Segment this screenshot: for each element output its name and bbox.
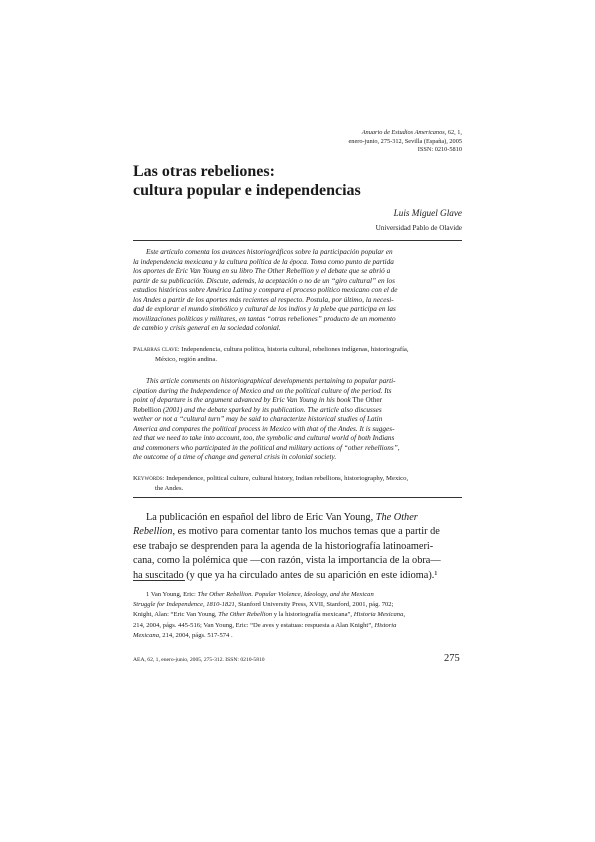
page-number: 275 [444,653,460,664]
keywords-english: Keywords: Independence, political culture, cultural history, Indian rebellions, historiography, Mexico, the Andes. [133,475,409,492]
journal-header [133,129,462,155]
author-name: Luis Miguel Glave [393,208,462,218]
abstract-divider [133,497,462,498]
journal-name: Anuario de Estudios Americanos [361,129,445,136]
header-divider [133,240,462,241]
keywords-label-en: Keywords [133,475,163,482]
journal-issn: ISSN: 0210-5810 [417,146,462,154]
journal-issue: enero-junio, 275-312, Sevilla (España), 2005 [348,137,462,145]
keywords-spanish: Palabras clave: Independencia, cultura política, historia cultural, rebeliones indígenas, historiografía, México, región andina. [133,346,409,363]
body-paragraph: La publicación en español del libro de Eric Van Young, The Other Rebellion, es motivo para comentar tanto los muchos temas que a partir de ese trabajo se desprenden para la agenda de la historiografía latinoameri- cana, como la polémica que —con razón, vista la importancia de la obra— ha suscitado (y que ya ha circulado antes de su aparición en este idioma).¹ [133,512,441,581]
abstract-english: This article comments on historiographical developments pertaining to popular parti- cipation during the Independence of Mexico and on the political culture of the period. Its point of departure is the argument advanced by Eric Van Young in his book The Other Rebellion (2001) and the debate sparked by its publication. The article also discusses wether or not a “cultural turn” may be said to characterize historical studies of Latin America and compares the political process in Mexico with that of the Andes. It is sugges- ted that we need to take into account, too, the symbolic and cultural world of both Indians and commoners who participated in the political and military actions of “other rebellions”, the outcome of a time of change and general crisis in colonial society. [133,377,400,462]
abstract-en-line4-rest: (2001) and the debate sparked by its publication. The article also discusses [161,405,382,414]
journal-volume: , 62, 1, [444,129,462,136]
author-affiliation: Universidad Pablo de Olavide [375,224,462,232]
abstract-spanish: Este artículo comenta los avances historiográficos sobre la participación popular en la independencia mexicana y la cultura política de la época. Toma como punto de partida los aportes de Eric Van Young en su libro The Other Rebellion y el debate que se abrió a partir de su publicación. Discute, además, la aceptación o no de un “giro cultural” en los estudios históricos sobre América Latina y compara el proceso político mexicano con el de los Andes a partir de los aportes más recientes al respecto. Postula, por último, la necesi- dad de explorar el mundo simbólico y cultural de los indios y la plebe que participa en las movilizaciones políticas y militares, en tantas “otras rebeliones” producto de un momento de cambio y crisis general en la sociedad colonial. [133,248,398,333]
footnote: 1 Van Young, Eric: The Other Rebellion. Popular Violence, Ideology, and the Mexican Struggle for Independence, 1810-1821, Stanford University Press, XVII, Stanford, 2001, pág. 702; Knight, Alan: “Eric Van Young, The Other Rebellion y la historiografía mexicana”, Historia Mexicana, 214, 2004, págs. 445-516; Van Young, Eric: “De aves y estatuas: respuesta a Alan Knight”, Historia Mexicana, 214, 2004, págs. 517-574 . [133,591,406,639]
footer-citation: AEA, 62, 1, enero-junio, 2005, 275-312. ISSN: 0210-5810 [133,657,265,663]
keywords-label: Palabras clave [133,346,178,353]
article-title: Las otras rebeliones: cultura popular e independencias [133,163,361,199]
footnote-divider [133,580,185,581]
